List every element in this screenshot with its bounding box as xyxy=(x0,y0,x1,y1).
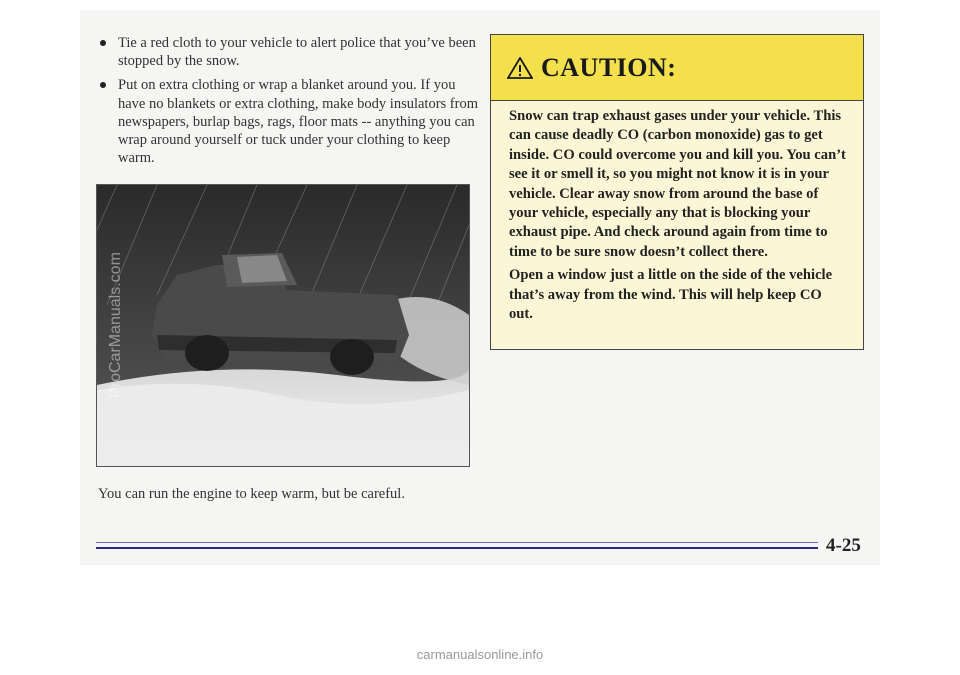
page-number: 4-25 xyxy=(826,535,861,556)
caution-header xyxy=(491,35,863,101)
list-item xyxy=(100,76,480,167)
bullet-icon xyxy=(100,82,106,88)
caution-body xyxy=(491,101,863,324)
bullet-list xyxy=(100,34,480,173)
caution-paragraph: Open a window just a little on the side of the vehicle that’s away from the wind. This will help keep CO out. xyxy=(509,267,833,323)
site-footer: carmanualsonline.info xyxy=(416,647,544,662)
footer-rule xyxy=(96,542,818,543)
list-item xyxy=(100,34,480,70)
caution-title: CAUTION: xyxy=(541,52,677,82)
watermark-text: ProCarManuals.com xyxy=(107,251,125,398)
bullet-icon xyxy=(100,40,106,46)
footer-rule xyxy=(96,547,818,549)
warning-triangle-icon xyxy=(507,57,533,79)
bullet-text: Tie a red cloth to your vehicle to alert police that you’ve been stopped by the snow. xyxy=(118,35,476,70)
truck-in-snow-photo xyxy=(96,184,470,467)
body-text: You can run the engine to keep warm, but be careful. xyxy=(98,486,405,502)
caution-paragraph: Snow can trap exhaust gases under your vehicle. This can cause deadly CO (carbon monoxide) gas to get inside. CO could overcome you and kill you. You can’t see it or smell it, so you might not know it is in your vehicle. Clear away snow from around the base of your vehicle, especially any that is blocking your exhaust pipe. And check around again from time to time to be sure snow doesn’t collect there. xyxy=(509,108,846,260)
caution-box xyxy=(490,34,864,350)
bullet-text: Put on extra clothing or wrap a blanket around you. If you have no blankets or extra clothing, make body insulators from newspapers, burlap bags, rags, floor mats -- anything you can wrap around yourself or tuck under your clothing to keep warm. xyxy=(118,77,478,167)
